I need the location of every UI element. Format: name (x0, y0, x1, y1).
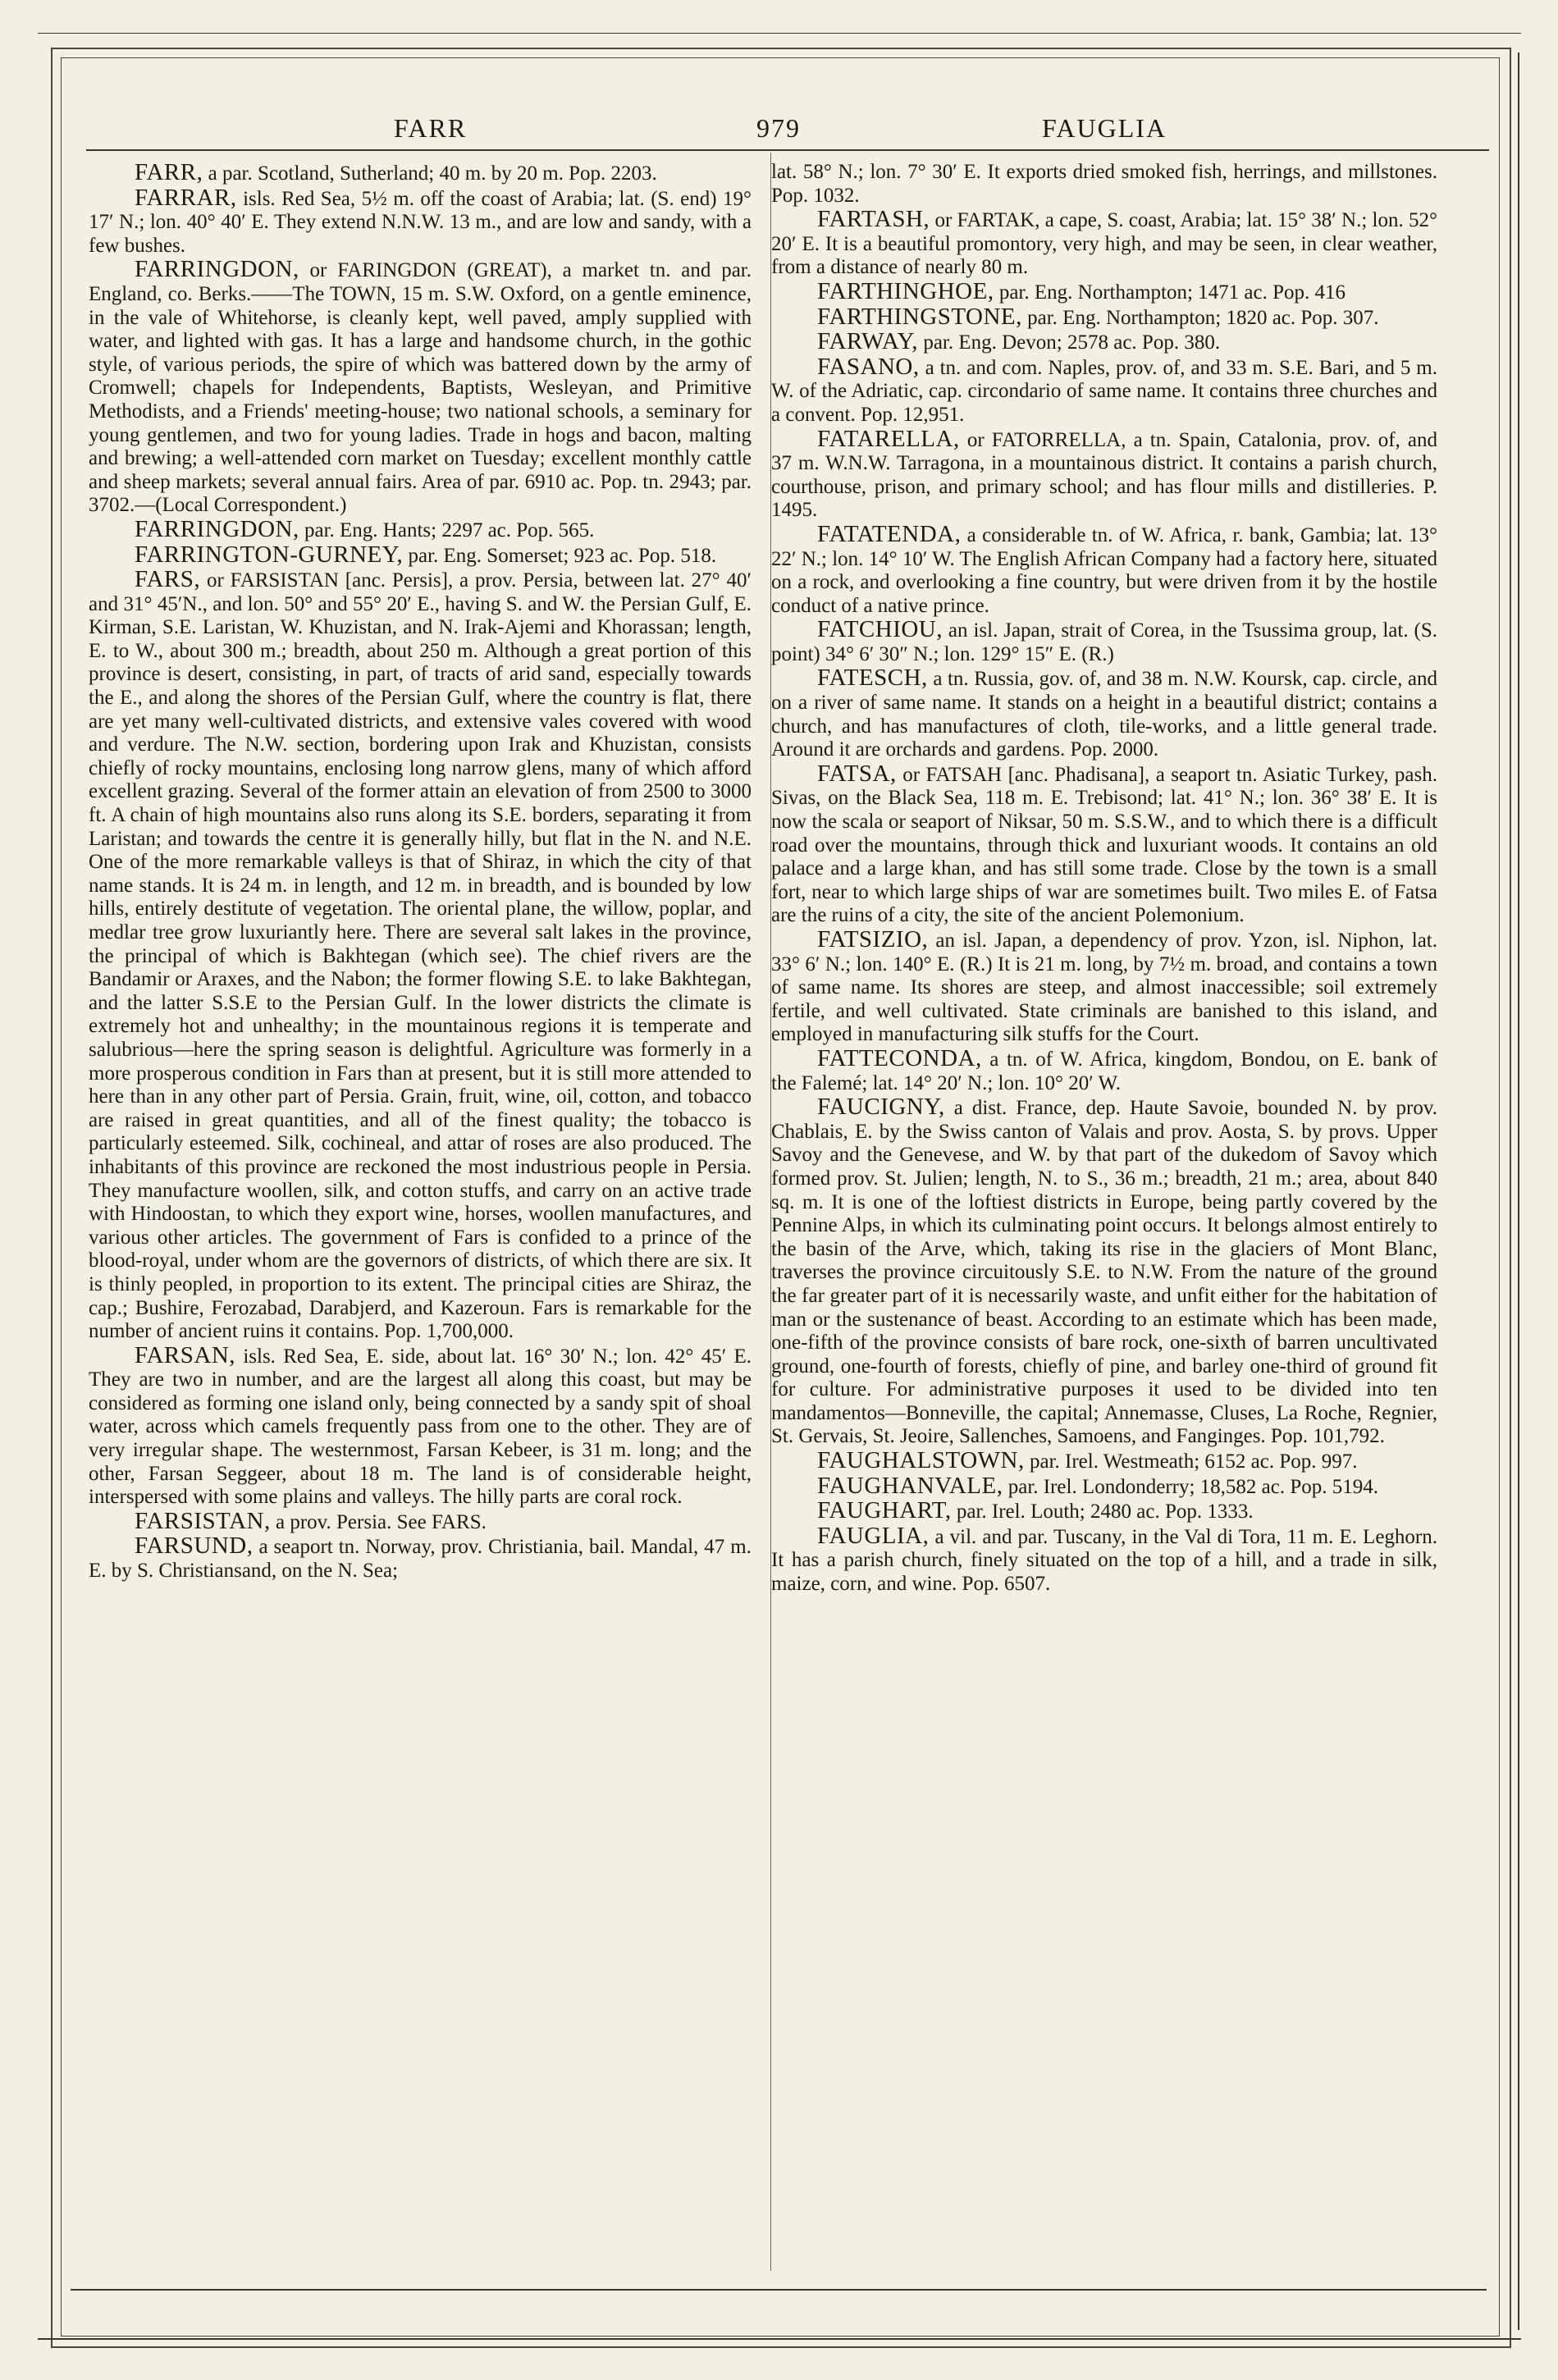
gazetteer-entry (771, 762, 1437, 928)
entry-headword: FATESCH, (817, 665, 928, 692)
entry-headword: FARSISTAN, (135, 1507, 271, 1534)
entry-headword: FARWAY, (817, 328, 919, 355)
entry-headword: FAUGHART, (817, 1497, 952, 1524)
entry-headword: FARTHINGHOE, (817, 277, 994, 304)
entry-text: isls. Red Sea, E. side, about lat. 16° 30′ N.; lon. 42° 45′ E. They are two in number, and are the largest all along this coast, but may be considered as forming one island only, being connected by a sandy spit of shoal water, across which camels frequently pass from one to the other. They are of very irregular shape. The westernmost, Farsan Kebeer, is 31 m. long; and the other, Farsan Seggeer, about 18 m. The land is of considerable height, interspersed with some plains and valleys. The hilly parts are coral rock. (89, 1345, 752, 1509)
entry-text: par. Eng. Hants; 2297 ac. Pop. 565. (299, 518, 595, 541)
gazetteer-entry (771, 355, 1437, 427)
entry-text: par. Irel. Westmeath; 6152 ac. Pop. 997. (1024, 1450, 1358, 1473)
entry-text: par. Irel. Londonderry; 18,582 ac. Pop. 5194. (1003, 1475, 1379, 1498)
right-column (771, 161, 1437, 1597)
gazetteer-entry (89, 568, 752, 1344)
entry-headword: FAUCIGNY, (817, 1094, 945, 1121)
gazetteer-entry (771, 330, 1437, 355)
entry-headword: FARRINGDON, (135, 515, 299, 542)
entry-text: a tn. of W. Africa, kingdom, Bondou, on E. bank of the Falemé; lat. 14° 20′ N.; lon. 10° 20′ W. (771, 1048, 1437, 1094)
header-rule (86, 149, 1489, 151)
gazetteer-entry (771, 161, 1437, 208)
gazetteer-entry (771, 1474, 1437, 1500)
entry-text: par. Eng. Northampton; 1471 ac. Pop. 416 (994, 281, 1346, 304)
entry-text: a vil. and par. Tuscany, in the Val di Tora, 11 m. E. Leghorn. It has a parish church, finely situated on the top of a hill, and a trade in silk, maize, corn, and wine. Pop. 6507. (771, 1525, 1437, 1596)
entry-text: or FATORRELLA, a tn. Spain, Catalonia, prov. of, and 37 m. W.N.W. Tarragona, in a mountainous district. It contains a parish church, courthouse, prison, and primary school; and has flour mills and distilleries. P. 1495. (771, 428, 1437, 522)
entry-text: a tn. Russia, gov. of, and 38 m. N.W. Koursk, cap. circle, and on a river of same name. It stands on a height in a beautiful district; contains a church, and has manufactures of cloth, tile-works, and a little general trade. Around it are orchards and gardens. Pop. 2000. (771, 668, 1437, 761)
entry-text: par. Eng. Somerset; 923 ac. Pop. 518. (403, 544, 717, 567)
gazetteer-entry (771, 208, 1437, 280)
gazetteer-entry (771, 1524, 1437, 1597)
entry-headword: FAUGHALSTOWN, (817, 1447, 1025, 1474)
gazetteer-entry (89, 515, 752, 543)
entry-headword: FARSAN, (135, 1341, 236, 1368)
entry-headword: FARTASH, (817, 206, 930, 233)
gazetteer-entry (89, 161, 752, 186)
entry-headword: FATTECONDA, (817, 1044, 982, 1071)
gazetteer-entry (89, 258, 752, 518)
entry-headword: FATSA, (817, 760, 897, 787)
entry-headword: FASANO, (817, 353, 920, 380)
top-margin-rule (38, 33, 1521, 34)
entry-text: par. Eng. Northampton; 1820 ac. Pop. 307. (1021, 306, 1379, 329)
entry-text: a considerable tn. of W. Africa, r. bank, Gambia; lat. 13° 22′ N.; lon. 14° 10′ W. The English African Company had a factory here, situated on a rock, and overlooking a fine country, but were driven from it by the hostile conduct of a native prince. (771, 523, 1437, 617)
right-margin-rule (1518, 53, 1519, 2330)
gazetteer-entry (89, 1507, 752, 1535)
gazetteer-entry (771, 520, 1437, 618)
entry-text: or FARTAK, a cape, S. coast, Arabia; lat. 15° 38′ N.; lon. 52° 20′ E. It is a beautiful promontory, very high, and may be seen, in clear weather, from a distance of nearly 80 m. (771, 209, 1437, 279)
entry-headword: FARRINGDON, (135, 256, 299, 283)
entry-text: a seaport tn. Norway, prov. Christiania, bail. Mandal, 47 m. E. by S. Christiansand, on the N. Sea; (89, 1536, 752, 1583)
page-number: 979 (756, 113, 801, 143)
entry-text: lat. 58° N.; lon. 7° 30′ E. It exports dried smoked fish, herrings, and millstones. Pop. 1032. (771, 161, 1437, 207)
gazetteer-entry (89, 543, 752, 569)
gazetteer-entry (771, 1499, 1437, 1524)
gazetteer-entry (771, 618, 1437, 666)
entry-text: a tn. and com. Naples, prov. of, and 33 m. S.E. Bari, and 5 m. W. of the Adriatic, cap. circondario of same name. It contains three churches and a convent. Pop. 12,951. (771, 356, 1437, 426)
entry-text: a prov. Persia. See FARS. (270, 1510, 487, 1533)
gazetteer-entry (89, 1341, 752, 1510)
gazetteer-entry (771, 928, 1437, 1047)
gazetteer-entry (771, 1044, 1437, 1095)
gazetteer-entry (771, 427, 1437, 523)
entry-headword: FATATENDA, (817, 520, 962, 547)
gazetteer-entry (771, 277, 1437, 305)
gazetteer-entry (771, 1449, 1437, 1474)
entry-headword: FAUGHANVALE, (817, 1472, 1003, 1499)
entry-headword: FARR, (135, 159, 203, 185)
entry-headword: FATARELLA, (817, 425, 960, 452)
entry-text: or FATSAH [anc. Phadisana], a seaport tn. Asiatic Turkey, pash. Sivas, on the Black Sea, 118 m. E. Trebisond; lat. 41° N.; lon. 36° 38′ E. It is now the scala or seaport of Niksar, 50 m. S.S.W., and to which there is a difficult road over the mountains, through thick and luxuriant woods. It contains an old palace and a large khan, and has still some trade. Close by the town is a small fort, near to which large ships of war are sometimes built. Two miles E. of Fatsa are the ruins of a city, the site of the ancient Polemonium. (771, 763, 1437, 927)
entry-headword: FARS, (135, 566, 201, 593)
entry-text: par. Irel. Louth; 2480 ac. Pop. 1333. (951, 1501, 1254, 1523)
running-head-right: FAUGLIA (1042, 113, 1167, 143)
gazetteer-entry (89, 1534, 752, 1583)
left-column (89, 161, 752, 1583)
entry-text: par. Eng. Devon; 2578 ac. Pop. 380. (918, 331, 1221, 354)
entry-headword: FATCHIOU, (817, 616, 943, 643)
bottom-margin-rule (38, 2338, 1521, 2340)
entry-text: a par. Scotland, Sutherland; 40 m. by 20 m. Pop. 2203. (203, 162, 657, 185)
entry-text: or FARINGDON (GREAT), a market tn. and par. England, co. Berks.——The TOWN, 15 m. S.W. Oxford, on a gentle eminence, in the vale of Whitehorse, is cleanly kept, well paved, amply supplied with water, and lighted with gas. It has a large and handsome church, in the gothic style, of various periods, the spire of which was battered down by the army of Cromwell; chapels for Independents, Baptists, Wesleyan, and Primitive Methodists, and a Friends' meeting-house; two national schools, a seminary for young gentlemen, and two for young ladies. Trade in hogs and bacon, malting and brewing; a well-attended corn market on Tuesday; excellent monthly cattle and sheep markets; several annual fairs. Area of par. 6910 ac. Pop. tn. 2943; par. 3702.—(Local Correspondent.) (89, 259, 752, 517)
running-head-left: FARR (394, 113, 468, 143)
gazetteer-entry (771, 666, 1437, 761)
gazetteer-entry (771, 1095, 1437, 1449)
entry-headword: FAUGLIA, (817, 1522, 930, 1549)
gazetteer-entry (89, 186, 752, 258)
entry-headword: FARSUND, (135, 1533, 254, 1560)
entry-headword: FARRINGTON-GURNEY, (135, 541, 404, 568)
entry-text: isls. Red Sea, 5½ m. off the coast of Arabia; lat. (S. end) 19° 17′ N.; lon. 40° 40′ E. They extend N.N.W. 13 m., and are low and sandy, with a few bushes. (89, 187, 752, 257)
entry-headword: FARTHINGSTONE, (817, 303, 1022, 330)
entry-headword: FATSIZIO, (817, 926, 929, 952)
entry-text: an isl. Japan, strait of Corea, in the Tsussima group, lat. (S. point) 34° 6′ 30″ N.; lon. 129° 15″ E. (R.) (771, 619, 1437, 665)
footer-rule (71, 2289, 1487, 2291)
entry-text: or FARSISTAN [anc. Persis], a prov. Persia, between lat. 27° 40′ and 31° 45′N., and lon. 50° and 55° 20′ E., having S. and W. the Persian Gulf, E. Kirman, S.E. Laristan, W. Khuzistan, and N. Irak-Ajemi and Khorassan; length, E. to W., about 300 m.; breadth, about 250 m. Although a great portion of this province is desert, consisting, in part, of tracts of arid sand, especially towards the E., and along the shores of the Persian Gulf, where the country is flat, there are yet many well-cultivated districts, and extensive vales covered with wood and verdure. The N.W. section, bordering upon Irak and Khuzistan, consists chiefly of rocky mountains, enclosing long narrow glens, many of which afford excellent grazing. Several of the former attain an elevation of from 2500 to 3000 ft. A chain of high mountains also runs along its S.E. borders, separating it from Laristan; and towards the centre it is generally hilly, but flat in the N. and N.E. One of the more remarkable valleys is that of Shiraz, in which the city of that name stands. It is 24 m. in length, and 12 m. in breadth, and is bounded by low hills, entirely destitute of vegetation. The oriental plane, the willow, poplar, and medlar tree grow luxuriantly here. There are several salt lakes in the province, the principal of which is Bakhtegan (which see). The chief rivers are the Bandamir or Araxes, and the Nabon; the former flowing S.E. to lake Bakhtegan, and the latter S.S.E to the Persian Gulf. In the lower districts the climate is extremely hot and unhealthy; in the mountainous regions it is temperate and salubrious—here the spring season is delightful. Agriculture was formerly in a more prosperous condition in Fars than at present, but it is still more attended to here than in any other part of Persia. Grain, fruit, wine, oil, cotton, and tobacco are raised in great quantities, and all of the finest quality; the tobacco is particularly esteemed. Silk, cochineal, and attar of roses are also produced. The inhabitants of this province are reckoned the most industrious people in Persia. They manufacture woollen, silk, and cotton stuffs, and carry on an active trade with Hindoostan, to which they export wine, horses, woollen manufactures, and various other articles. The government of Fars is confided to a prince of the blood-royal, under whom are the governors of districts, of which there are six. It is thinly peopled, in proportion to its extent. The principal cities are Shiraz, the cap.; Bushire, Ferozabad, Darabjerd, and Kazeroun. Fars is remarkable for the number of ancient ruins it contains. Pop. 1,700,000. (89, 569, 752, 1343)
entry-headword: FARRAR, (135, 184, 237, 211)
entry-text: an isl. Japan, a dependency of prov. Yzon, isl. Niphon, lat. 33° 6′ N.; lon. 140° E. (R.) It is 21 m. long, by 7½ m. broad, and contains a town of same name. Its shores are steep, and almost inaccessible; soil extremely fertile, and well cultivated. State criminals are banished to this island, and employed in manufacturing silk stuffs for the Court. (771, 930, 1437, 1046)
gazetteer-entry (771, 305, 1437, 331)
entry-text: a dist. France, dep. Haute Savoie, bounded N. by prov. Chablais, E. by the Swiss canton of Valais and prov. Aosta, S. by provs. Upper Savoy and the Genevese, and W. by that part of the dukedom of Savoy which formed prov. St. Julien; length, N. to S., 36 m.; breadth, 21 m.; area, about 840 sq. m. It is one of the loftiest districts in Europe, being partly covered by the Pennine Alps, in which its culminating point occurs. It belongs almost entirely to the basin of the Arve, which, taking its rise in the glaciers of Mont Blanc, traverses the province circuitously S.E. to N.W. From the nature of the ground the far greater part of it is necessarily waste, and unfit either for the habitation of man or the sustenance of beast. According to an estimate which has been made, one-fifth of the province consists of bare rock, one-sixth of barren uncultivated ground, one-fourth of forests, chiefly of pine, and barley one-third of ground fit for culture. For administrative purposes it used to be divided into ten mandamentos—Bonneville, the capital; Annemasse, Cluses, La Roche, Regnier, St. Gervais, St. Jeoire, Sallenches, Samoens, and Fanginges. Pop. 101,792. (771, 1097, 1437, 1448)
